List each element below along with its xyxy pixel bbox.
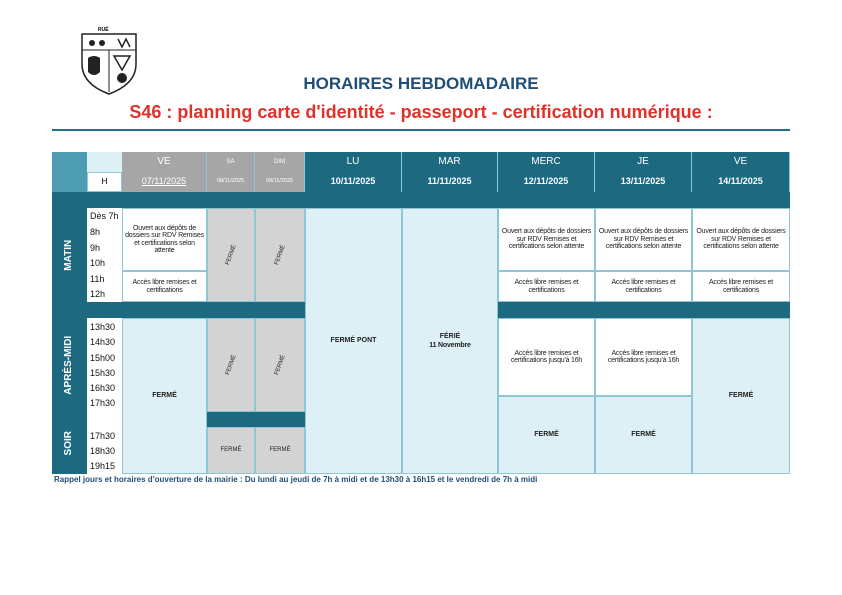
corner-cell <box>52 152 87 192</box>
section-morning-label: MATIN <box>63 239 75 271</box>
time-slot: 16h30 <box>87 381 122 396</box>
sun-evening-text: FERMÉ <box>269 447 291 454</box>
sat-evening-cell <box>207 427 255 474</box>
hour-label: H <box>87 172 122 192</box>
footer-note: Rappel jours et horaires d'ouverture de la mairie : Du lundi au jeudi de 7h à midi et de 13h30 à 16h15 et le vendredi de 7h à midi <box>54 475 538 484</box>
thu-morning-cell: Ouvert aux dépôts de dossiers sur RDV Remises et certifications selon attente <box>595 208 692 271</box>
header-separator <box>52 192 790 208</box>
sat-evening-text: FERMÉ <box>220 447 242 454</box>
time-slot: 18h30 <box>87 444 122 459</box>
section-morning <box>52 208 87 302</box>
time-slot: Dès 7h <box>87 209 122 225</box>
fri-late-morning-cell: Accès libre remises et certifications <box>692 271 790 302</box>
time-slot: 8h <box>87 225 122 241</box>
date-sat: 08/11/2025 <box>207 172 255 192</box>
fri-afternoon-cell: FERMÉ <box>692 318 790 474</box>
tue-holiday-sub: 11 Novembre <box>429 342 471 349</box>
title-rule <box>52 129 790 131</box>
sun-morning-cell <box>255 208 305 302</box>
time-slot: 11h <box>87 272 122 287</box>
thu-late-morning-cell: Accès libre remises et certifications <box>595 271 692 302</box>
date-tue: 11/11/2025 <box>402 172 498 192</box>
section-afternoon-label: APRÈS-MIDI <box>63 335 75 395</box>
fri-prev-morning-cell: Ouvert aux dépôts de dossiers sur RDV Remises et certifications selon attente <box>122 208 207 271</box>
evening-separator <box>207 412 305 427</box>
corner-cell-top <box>87 152 122 172</box>
sat-afternoon-text: FERMÉ <box>224 354 238 376</box>
time-slot: 19h15 <box>87 459 122 474</box>
date-wed: 12/11/2025 <box>498 172 595 192</box>
thu-afternoon-cell: Accès libre remises et certifications jusqu'à 16h <box>595 318 692 396</box>
wed-morning-cell: Ouvert aux dépôts de dossiers sur RDV Remises et certifications selon attente <box>498 208 595 271</box>
fri-prev-afternoon-cell: FERMÉ <box>122 318 207 474</box>
date-sun: 09/11/2025 <box>255 172 305 192</box>
section-afternoon <box>52 318 87 412</box>
tue-holiday-cell <box>402 208 498 474</box>
wed-afternoon-cell: Accès libre remises et certifications jusqu'à 16h <box>498 318 595 396</box>
time-slot: 10h <box>87 257 122 271</box>
sat-afternoon-cell <box>207 318 255 412</box>
time-slot: 14h30 <box>87 335 122 350</box>
fri-prev-late-morning-cell: Accès libre remises et certifications <box>122 271 207 302</box>
sat-morning-cell <box>207 208 255 302</box>
wed-late-morning-cell: Accès libre remises et certifications <box>498 271 595 302</box>
sun-afternoon-cell <box>255 318 305 412</box>
day-fri: VE <box>692 152 790 172</box>
day-thu: JE <box>595 152 692 172</box>
day-sun: DIM <box>255 152 305 172</box>
page-title: HORAIRES HEBDOMADAIRE <box>303 74 539 93</box>
fri-morning-cell: Ouvert aux dépôts de dossiers sur RDV Remises et certifications selon attente <box>692 208 790 271</box>
schedule-table <box>52 152 790 474</box>
midday-separator-left <box>52 302 305 318</box>
date-mon: 10/11/2025 <box>305 172 402 192</box>
day-mon: LU <box>305 152 402 172</box>
day-sat: SA <box>207 152 255 172</box>
page-subtitle: S46 : planning carte d'identité - passeport - certification numérique : <box>129 102 713 122</box>
mon-closed-cell: FERMÉ PONT <box>305 208 402 474</box>
time-slot: 15h00 <box>87 351 122 366</box>
section-evening <box>52 412 87 474</box>
day-fri-prev: VE <box>122 152 207 172</box>
date-fri-prev: 07/11/2025 <box>122 172 207 192</box>
time-slot: 15h30 <box>87 366 122 381</box>
section-evening-label: SOIR <box>63 430 75 456</box>
time-slot: 12h <box>87 287 122 302</box>
sat-morning-text: FERMÉ <box>224 244 238 266</box>
time-slot: 13h30 <box>87 320 122 335</box>
time-slot: 17h30 <box>87 396 122 411</box>
date-fri: 14/11/2025 <box>692 172 790 192</box>
time-slot: 17h30 <box>87 429 122 444</box>
date-thu: 13/11/2025 <box>595 172 692 192</box>
day-wed: MERC <box>498 152 595 172</box>
time-slot: 9h <box>87 241 122 257</box>
thu-evening-cell: FERMÉ <box>595 396 692 474</box>
tue-holiday-title: FÉRIÉ <box>439 332 461 340</box>
wed-evening-cell: FERMÉ <box>498 396 595 474</box>
crest-caption: RUÉ <box>98 27 109 33</box>
sun-evening-cell <box>255 427 305 474</box>
sun-afternoon-text: FERMÉ <box>273 354 287 376</box>
sun-morning-text: FERMÉ <box>273 244 287 266</box>
day-tue: MAR <box>402 152 498 172</box>
midday-separator-right <box>498 302 790 318</box>
